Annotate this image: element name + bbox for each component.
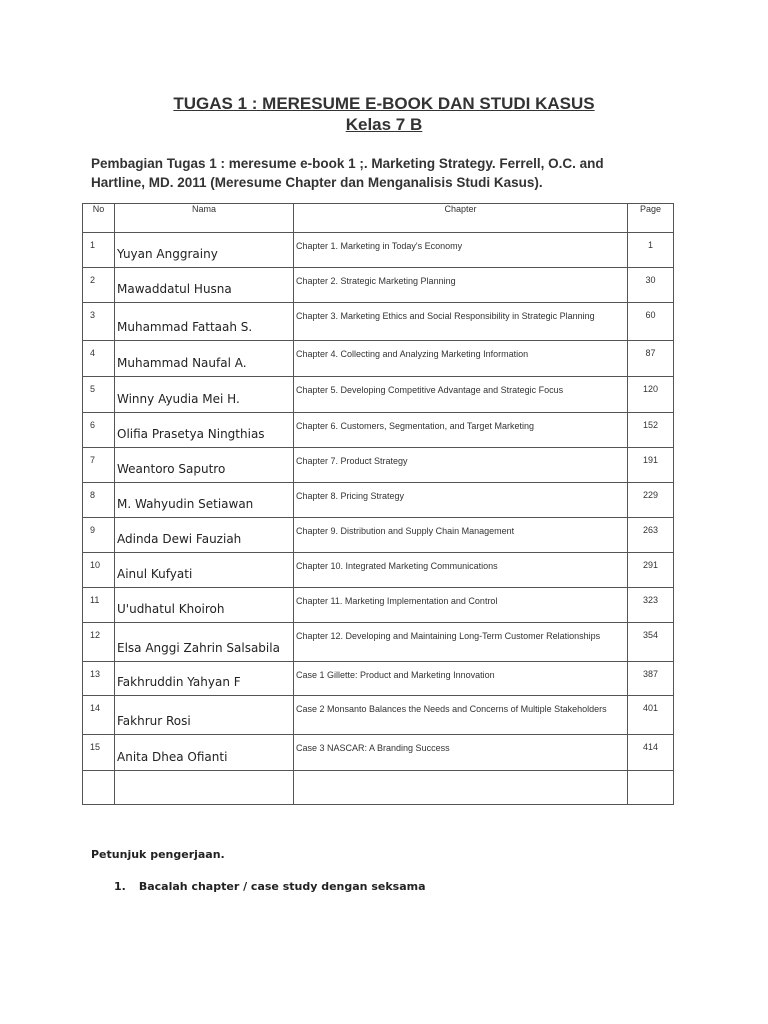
cell-page: 1 — [628, 233, 674, 268]
cell-page: 414 — [628, 735, 674, 771]
cell-no: 10 — [83, 553, 115, 588]
assignment-table — [82, 203, 674, 805]
instruction-step — [114, 880, 426, 893]
cell-name — [115, 448, 294, 483]
cell-name — [115, 233, 294, 268]
cell-name-text: Yuyan Anggrainy — [117, 247, 218, 261]
table-row — [83, 623, 674, 662]
cell-no: 4 — [83, 341, 115, 377]
cell-no: 11 — [83, 588, 115, 623]
cell-name-text: M. Wahyudin Setiawan — [117, 497, 254, 511]
cell-name-text: Weantoro Saputro — [117, 462, 226, 476]
cell-chapter: Case 2 Monsanto Balances the Needs and Concerns of Multiple Stakeholders — [294, 696, 628, 735]
empty-cell — [83, 771, 115, 805]
intro-line-2: Hartline, MD. 2011 (Meresume Chapter dan Menganalisis Studi Kasus). — [91, 175, 543, 190]
cell-chapter: Chapter 2. Strategic Marketing Planning — [294, 268, 628, 303]
cell-name — [115, 518, 294, 553]
cell-name-text: Olifia Prasetya Ningthias — [117, 427, 265, 441]
cell-no: 13 — [83, 662, 115, 696]
header-page: Page — [628, 204, 674, 233]
cell-chapter: Case 3 NASCAR: A Branding Success — [294, 735, 628, 771]
step-text: Bacalah chapter / case study dengan seksama — [138, 880, 426, 893]
table-body — [83, 233, 674, 805]
cell-chapter: Chapter 12. Developing and Maintaining Long-Term Customer Relationships — [294, 623, 628, 662]
cell-chapter: Chapter 1. Marketing in Today's Economy — [294, 233, 628, 268]
cell-no: 12 — [83, 623, 115, 662]
table-row — [83, 377, 674, 413]
cell-name-text: Muhammad Naufal A. — [117, 356, 247, 370]
cell-chapter: Chapter 8. Pricing Strategy — [294, 483, 628, 518]
cell-chapter: Chapter 9. Distribution and Supply Chain Management — [294, 518, 628, 553]
cell-chapter: Chapter 7. Product Strategy — [294, 448, 628, 483]
cell-chapter: Chapter 3. Marketing Ethics and Social Responsibility in Strategic Planning — [294, 303, 628, 341]
table-row — [83, 413, 674, 448]
cell-no: 15 — [83, 735, 115, 771]
cell-name-text: U'udhatul Khoiroh — [117, 602, 225, 616]
cell-page: 120 — [628, 377, 674, 413]
cell-chapter: Chapter 11. Marketing Implementation and Control — [294, 588, 628, 623]
title-line-1: TUGAS 1 : MERESUME E-BOOK DAN STUDI KASUS — [173, 94, 595, 113]
table-row — [83, 303, 674, 341]
cell-name-text: Fakhruddin Yahyan F — [117, 675, 241, 689]
cell-name-text: Adinda Dewi Fauziah — [117, 532, 242, 546]
cell-page: 291 — [628, 553, 674, 588]
cell-name — [115, 735, 294, 771]
cell-chapter: Chapter 4. Collecting and Analyzing Marketing Information — [294, 341, 628, 377]
cell-name — [115, 377, 294, 413]
cell-name — [115, 303, 294, 341]
cell-no: 3 — [83, 303, 115, 341]
cell-name-text: Mawaddatul Husna — [117, 282, 232, 296]
cell-chapter: Chapter 10. Integrated Marketing Communications — [294, 553, 628, 588]
cell-page: 87 — [628, 341, 674, 377]
cell-chapter: Chapter 5. Developing Competitive Advantage and Strategic Focus — [294, 377, 628, 413]
table-row — [83, 233, 674, 268]
title-line-2: Kelas 7 B — [345, 115, 423, 134]
document-title — [0, 93, 768, 135]
table-header-row — [83, 204, 674, 233]
table-row-empty — [83, 771, 674, 805]
instructions-heading: Petunjuk pengerjaan. — [91, 848, 225, 861]
cell-name-text: Anita Dhea Ofianti — [117, 750, 228, 764]
cell-page: 229 — [628, 483, 674, 518]
cell-no: 7 — [83, 448, 115, 483]
cell-name — [115, 553, 294, 588]
cell-no: 1 — [83, 233, 115, 268]
cell-name — [115, 623, 294, 662]
cell-no: 6 — [83, 413, 115, 448]
table-row — [83, 588, 674, 623]
empty-cell — [115, 771, 294, 805]
cell-page: 30 — [628, 268, 674, 303]
cell-no: 2 — [83, 268, 115, 303]
table-row — [83, 268, 674, 303]
empty-cell — [628, 771, 674, 805]
intro-paragraph — [91, 154, 651, 192]
table-row — [83, 735, 674, 771]
step-number: 1. — [114, 880, 126, 893]
cell-name — [115, 588, 294, 623]
table-row — [83, 448, 674, 483]
cell-page: 323 — [628, 588, 674, 623]
cell-page: 263 — [628, 518, 674, 553]
cell-name — [115, 341, 294, 377]
cell-no: 8 — [83, 483, 115, 518]
cell-name — [115, 662, 294, 696]
table-row — [83, 696, 674, 735]
cell-name — [115, 483, 294, 518]
table-row — [83, 553, 674, 588]
table-row — [83, 662, 674, 696]
cell-name-text: Elsa Anggi Zahrin Salsabila — [117, 641, 280, 655]
header-no: No — [83, 204, 115, 233]
cell-no: 9 — [83, 518, 115, 553]
cell-name-text: Ainul Kufyati — [117, 567, 193, 581]
empty-cell — [294, 771, 628, 805]
cell-chapter: Chapter 6. Customers, Segmentation, and Target Marketing — [294, 413, 628, 448]
cell-name — [115, 268, 294, 303]
cell-page: 60 — [628, 303, 674, 341]
cell-page: 354 — [628, 623, 674, 662]
cell-name-text: Fakhrur Rosi — [117, 714, 191, 728]
cell-name-text: Winny Ayudia Mei H. — [117, 392, 240, 406]
cell-page: 401 — [628, 696, 674, 735]
table-row — [83, 518, 674, 553]
cell-page: 191 — [628, 448, 674, 483]
cell-no: 5 — [83, 377, 115, 413]
intro-line-1: Pembagian Tugas 1 : meresume e-book 1 ;. Marketing Strategy. Ferrell, O.C. and — [91, 156, 604, 171]
cell-page: 152 — [628, 413, 674, 448]
cell-name-text: Muhammad Fattaah S. — [117, 320, 253, 334]
cell-name — [115, 413, 294, 448]
cell-chapter: Case 1 Gillette: Product and Marketing Innovation — [294, 662, 628, 696]
header-chapter: Chapter — [294, 204, 628, 233]
cell-page: 387 — [628, 662, 674, 696]
cell-name — [115, 696, 294, 735]
header-name: Nama — [115, 204, 294, 233]
cell-no: 14 — [83, 696, 115, 735]
table-row — [83, 341, 674, 377]
table-row — [83, 483, 674, 518]
